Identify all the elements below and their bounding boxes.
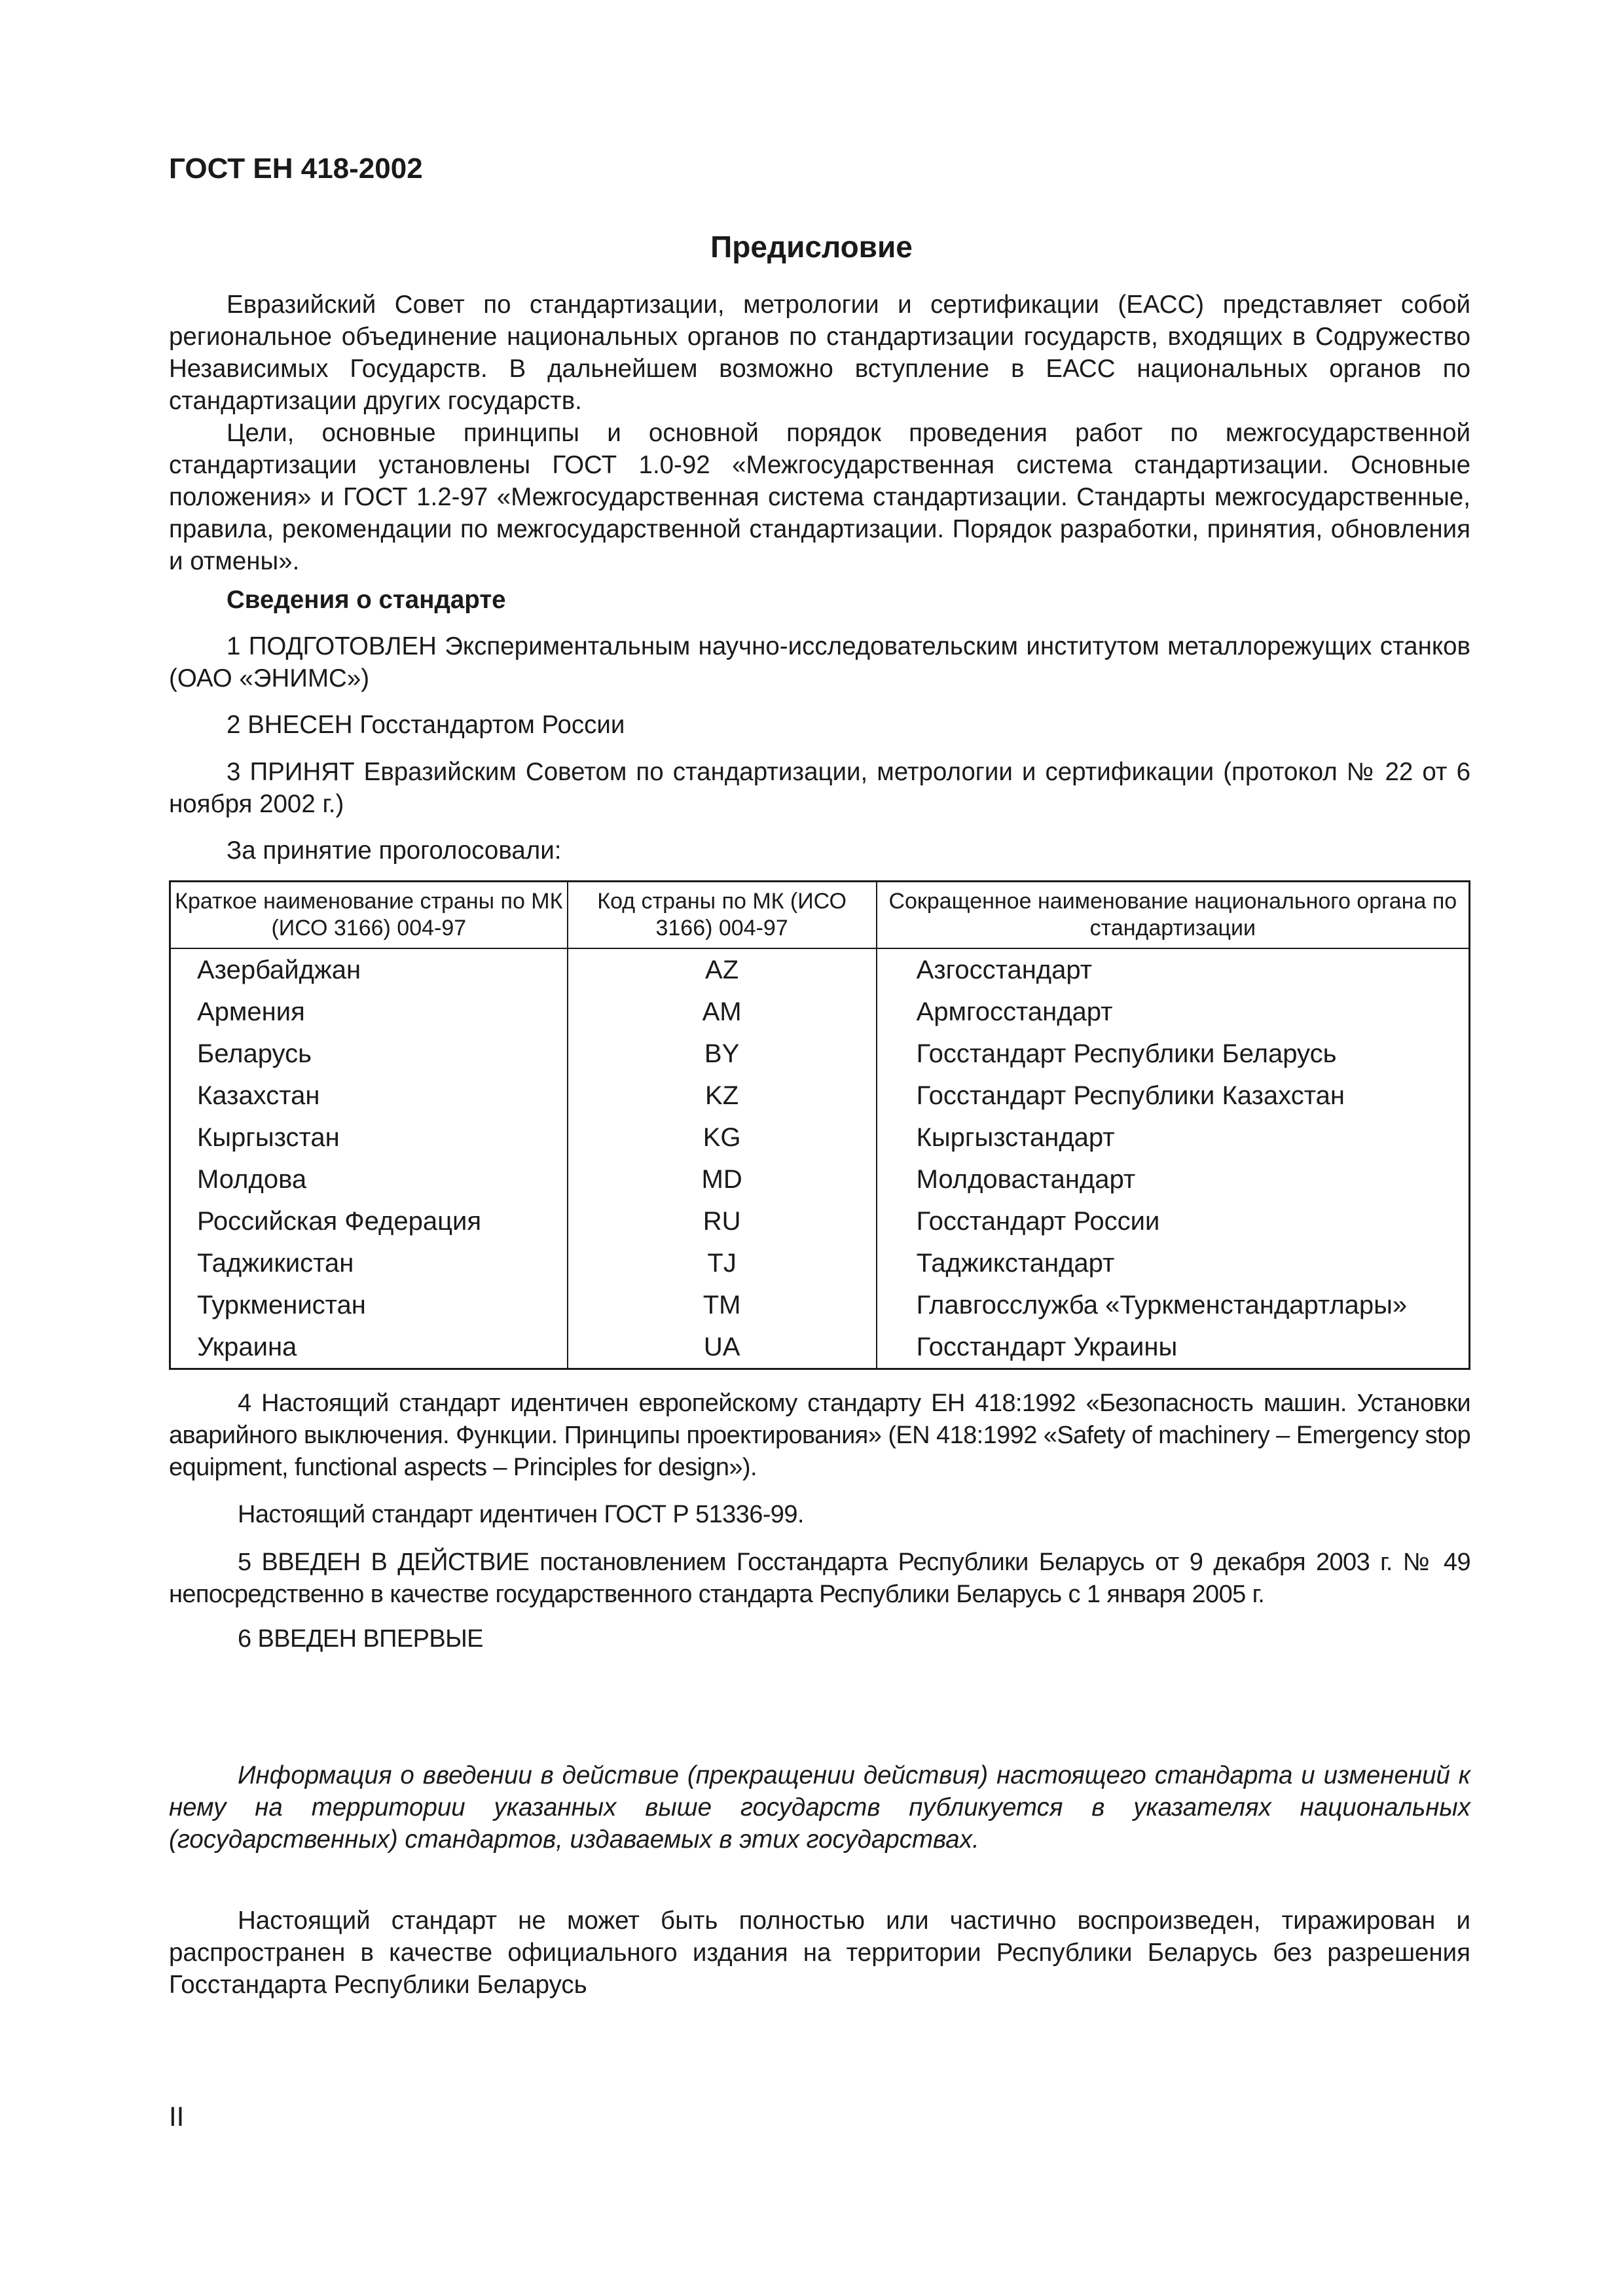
country-name: Кыргызстан — [170, 1117, 568, 1158]
intro-paragraph-1: Евразийский Совет по стандартизации, метрологии и сертификации (ЕАСС) представляет собой региональное объединение национальных органов по стандартизации государств, входящих в Содружество Независимых Государств. В дальнейшем возможно вступление в ЕАСС национальных органов по стандартизации других государств. — [169, 291, 1470, 415]
info-heading: Сведения о стандарте — [227, 586, 506, 614]
section-title: Предисловие — [710, 230, 913, 264]
item-identical-en: 4 Настоящий стандарт идентичен европейскому стандарту ЕН 418:1992 «Безопасность машин. Установки аварийного выключения. Функции. Принципы проектирования» (EN 418:1992 «Safety of machinery – Emergency stop equipment, functional aspects – Principles for design»). — [169, 1390, 1470, 1481]
table-row — [170, 991, 1470, 1033]
country-code: KG — [568, 1117, 877, 1158]
table-row — [170, 1326, 1470, 1369]
table-header-row — [170, 882, 1470, 949]
country-name: Беларусь — [170, 1033, 568, 1075]
voting-countries-table — [169, 880, 1470, 1370]
standards-body: Кыргызстандарт — [877, 1117, 1470, 1158]
item-identical-gost: Настоящий стандарт идентичен ГОСТ Р 51336-99. — [238, 1501, 804, 1528]
standards-body: Молдовастандарт — [877, 1158, 1470, 1200]
voted-label: За принятие проголосовали: — [227, 836, 562, 865]
table-row — [170, 1075, 1470, 1117]
country-name: Российская Федерация — [170, 1200, 568, 1242]
table-row — [170, 1117, 1470, 1158]
column-header-body: Сокращенное наименование национального органа по стандартизации — [877, 882, 1470, 949]
intro-paragraph-2: Цели, основные принципы и основной порядок проведения работ по межгосударственной стандартизации установлены ГОСТ 1.0-92 «Межгосударственная система стандартизации. Основные положения» и ГОСТ 1.2-97 «Межгосударственная система стандартизации. Стандарты межгосударственные, правила, рекомендации по межгосударственной стандартизации. Порядок разработки, принятия, обновления и отмены». — [169, 419, 1470, 575]
country-name: Армения — [170, 991, 568, 1033]
country-code: AZ — [568, 948, 877, 991]
document-code: ГОСТ ЕН 418-2002 — [169, 152, 423, 185]
standards-body: Госстандарт Украины — [877, 1326, 1470, 1369]
page-number: II — [169, 2101, 185, 2132]
country-name: Казахстан — [170, 1075, 568, 1117]
country-code: MD — [568, 1158, 877, 1200]
country-name: Азербайджан — [170, 948, 568, 991]
country-code: RU — [568, 1200, 877, 1242]
country-name: Таджикистан — [170, 1242, 568, 1284]
standards-body: Армгосстандарт — [877, 991, 1470, 1033]
column-header-code: Код страны по МК (ИСО 3166) 004-97 — [568, 882, 877, 949]
table-row — [170, 1158, 1470, 1200]
table-row — [170, 1200, 1470, 1242]
country-code: KZ — [568, 1075, 877, 1117]
country-name: Молдова — [170, 1158, 568, 1200]
copyright-notice: Настоящий стандарт не может быть полностью или частично воспроизведен, тиражирован и распространен в качестве официального издания на территории Республики Беларусь без разрешения Госстандарта Республики Беларусь — [169, 1907, 1470, 1999]
table-row — [170, 1033, 1470, 1075]
item-enacted: 5 ВВЕДЕН В ДЕЙСТВИЕ постановлением Госстандарта Республики Беларусь от 9 декабря 2003 г. № 49 непосредственно в качестве государственного стандарта Республики Беларусь с 1 января 2005 г. — [169, 1549, 1470, 1608]
table-row — [170, 1242, 1470, 1284]
standards-body: Азгосстандарт — [877, 948, 1470, 991]
item-prepared: 1 ПОДГОТОВЛЕН Экспериментальным научно-исследовательским институтом металлорежущих станков (ОАО «ЭНИМС») — [169, 632, 1470, 692]
item-submitted: 2 ВНЕСЕН Госстандартом России — [227, 711, 625, 739]
standards-body: Госстандарт России — [877, 1200, 1470, 1242]
country-code: UA — [568, 1326, 877, 1369]
country-code: TJ — [568, 1242, 877, 1284]
table-row — [170, 1284, 1470, 1326]
country-code: BY — [568, 1033, 877, 1075]
item-adopted: 3 ПРИНЯТ Евразийским Советом по стандартизации, метрологии и сертификации (протокол № 22 от 6 ноября 2002 г.) — [169, 758, 1470, 818]
column-header-country: Краткое наименование страны по МК (ИСО 3166) 004-97 — [170, 882, 568, 949]
publication-note: Информация о введении в действие (прекращении действия) настоящего стандарта и изменений к нему на территории указанных выше государств публикуется в указателях национальных (государственных) стандартов, издаваемых в этих государствах. — [169, 1761, 1470, 1854]
country-name: Туркменистан — [170, 1284, 568, 1326]
standards-body: Таджикстандарт — [877, 1242, 1470, 1284]
table-row — [170, 948, 1470, 991]
standards-body: Госстандарт Республики Казахстан — [877, 1075, 1470, 1117]
item-first-introduced: 6 ВВЕДЕН ВПЕРВЫЕ — [238, 1625, 483, 1653]
standards-body: Госстандарт Республики Беларусь — [877, 1033, 1470, 1075]
country-name: Украина — [170, 1326, 568, 1369]
standards-body: Главгосслужба «Туркменстандартлары» — [877, 1284, 1470, 1326]
country-code: TM — [568, 1284, 877, 1326]
country-code: AM — [568, 991, 877, 1033]
